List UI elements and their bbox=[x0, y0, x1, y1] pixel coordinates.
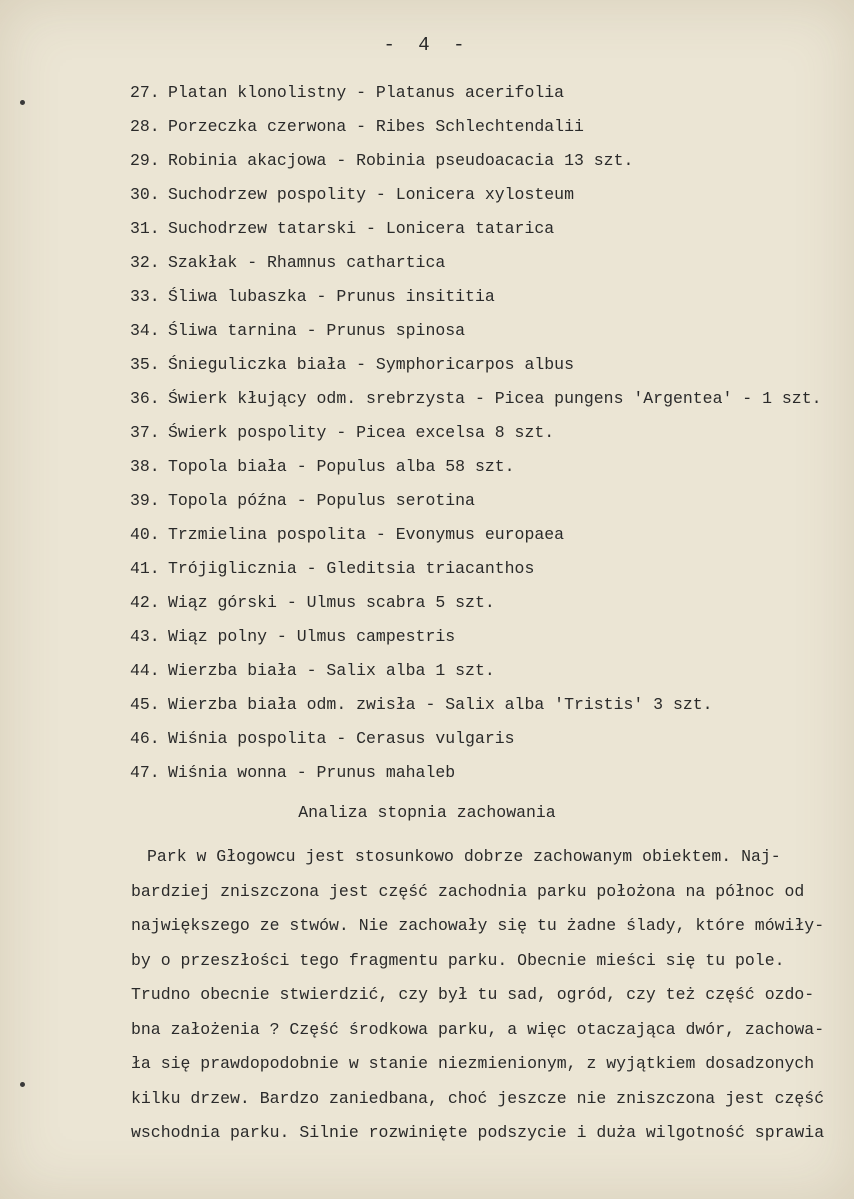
species-number: 27. bbox=[130, 83, 160, 102]
species-name: Wierzba biała odm. zwisła - Salix alba 'Tristis' 3 szt. bbox=[168, 695, 713, 714]
species-item bbox=[130, 110, 822, 144]
species-item bbox=[130, 416, 822, 450]
species-name: Szakłak - Rhamnus cathartica bbox=[168, 253, 446, 272]
species-list bbox=[130, 76, 822, 790]
body-line: bardziej zniszczona jest część zachodnia parku położona na północ od bbox=[131, 881, 805, 901]
species-item bbox=[130, 756, 822, 790]
species-name: Suchodrzew pospolity - Lonicera xylosteum bbox=[168, 185, 574, 204]
body-line: wschodnia parku. Silnie rozwinięte podszycie i duża wilgotność sprawia bbox=[131, 1123, 825, 1142]
species-item bbox=[130, 178, 822, 212]
species-name: Porzeczka czerwona - Ribes Schlechtendalii bbox=[168, 117, 584, 136]
species-item bbox=[130, 314, 822, 348]
species-name: Śliwa tarnina - Prunus spinosa bbox=[168, 321, 466, 340]
species-item bbox=[130, 722, 822, 756]
species-number: 44. bbox=[130, 661, 160, 680]
species-number: 33. bbox=[130, 287, 160, 306]
species-item bbox=[130, 212, 822, 246]
body-line: Trudno obecnie stwierdzić, czy był tu sad, ogród, czy też część ozdo- bbox=[131, 985, 815, 1004]
species-item bbox=[130, 586, 822, 620]
species-item bbox=[130, 144, 822, 178]
species-name: Trójiglicznia - Gleditsia triacanthos bbox=[168, 559, 535, 578]
species-number: 41. bbox=[130, 559, 160, 578]
punch-hole-mark bbox=[20, 1082, 25, 1087]
species-item bbox=[130, 382, 822, 416]
species-number: 45. bbox=[130, 695, 160, 714]
page-number: - 4 - bbox=[383, 34, 471, 56]
species-number: 32. bbox=[130, 253, 160, 272]
species-number: 46. bbox=[130, 729, 160, 748]
species-number: 36. bbox=[130, 389, 160, 408]
species-number: 31. bbox=[130, 219, 160, 238]
body-line: największego ze stwów. Nie zachowały się tu żadne ślady, które mówiły- bbox=[131, 916, 825, 935]
species-name: Robinia akacjowa - Robinia pseudoacacia 13 szt. bbox=[168, 151, 634, 170]
species-number: 39. bbox=[130, 491, 160, 510]
species-number: 29. bbox=[130, 151, 160, 170]
species-number: 35. bbox=[130, 355, 160, 374]
species-number: 34. bbox=[130, 321, 160, 340]
species-number: 43. bbox=[130, 627, 160, 646]
species-item bbox=[130, 348, 822, 382]
species-name: Śliwa lubaszka - Prunus insititia bbox=[168, 287, 495, 306]
species-number: 38. bbox=[130, 457, 160, 476]
species-name: Suchodrzew tatarski - Lonicera tatarica bbox=[168, 219, 555, 238]
species-name: Wiśnia wonna - Prunus mahaleb bbox=[168, 763, 456, 782]
species-name: Wierzba biała - Salix alba 1 szt. bbox=[168, 661, 495, 680]
body-line: Park w Głogowcu jest stosunkowo dobrze zachowanym obiektem. Naj- bbox=[147, 847, 781, 866]
species-number: 28. bbox=[130, 117, 160, 136]
species-item bbox=[130, 246, 822, 280]
species-item bbox=[130, 654, 822, 688]
species-number: 37. bbox=[130, 423, 160, 442]
body-line: kilku drzew. Bardzo zaniedbana, choć jeszcze nie zniszczona jest część bbox=[131, 1088, 825, 1108]
species-item bbox=[130, 76, 822, 110]
species-name: Świerk kłujący odm. srebrzysta - Picea pungens 'Argentea' - 1 szt. bbox=[168, 389, 822, 408]
species-item bbox=[130, 518, 822, 552]
species-number: 47. bbox=[130, 763, 160, 782]
species-item bbox=[130, 484, 822, 518]
body-line: ła się prawdopodobnie w stanie niezmienionym, z wyjątkiem dosadzonych bbox=[131, 1054, 815, 1073]
body-line: by o przeszłości tego fragmentu parku. Obecnie mieści się tu pole. bbox=[131, 950, 785, 970]
species-name: Śnieguliczka biała - Symphoricarpos albus bbox=[168, 355, 574, 374]
species-name: Wiąz górski - Ulmus scabra 5 szt. bbox=[168, 593, 495, 612]
species-name: Topola późna - Populus serotina bbox=[168, 491, 475, 510]
species-name: Świerk pospolity - Picea excelsa 8 szt. bbox=[168, 423, 555, 442]
species-item bbox=[130, 552, 822, 586]
species-name: Wiąz polny - Ulmus campestris bbox=[168, 627, 456, 646]
punch-hole-mark bbox=[20, 100, 25, 105]
species-name: Platan klonolistny - Platanus acerifolia bbox=[168, 83, 565, 102]
body-line: bna założenia ? Część środkowa parku, a więc otaczająca dwór, zachowa- bbox=[131, 1019, 825, 1039]
species-item bbox=[130, 450, 822, 484]
species-item bbox=[130, 280, 822, 314]
species-name: Topola biała - Populus alba 58 szt. bbox=[168, 457, 515, 476]
body-paragraph bbox=[131, 840, 851, 1151]
species-item bbox=[130, 620, 822, 654]
species-number: 40. bbox=[130, 525, 160, 544]
species-name: Trzmielina pospolita - Evonymus europaea bbox=[168, 525, 565, 544]
species-name: Wiśnia pospolita - Cerasus vulgaris bbox=[168, 729, 515, 748]
species-number: 30. bbox=[130, 185, 160, 204]
species-number: 42. bbox=[130, 593, 160, 612]
section-heading: Analiza stopnia zachowania bbox=[298, 803, 556, 822]
species-item bbox=[130, 688, 822, 722]
